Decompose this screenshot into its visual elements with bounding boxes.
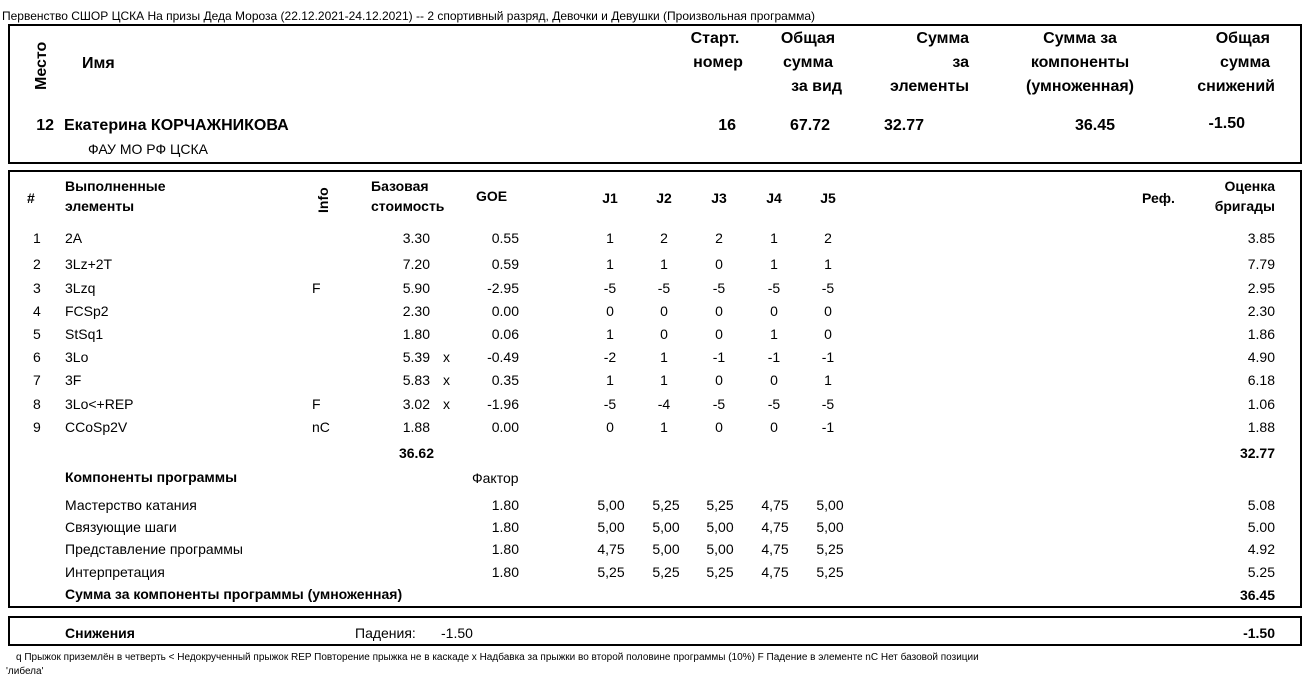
element-goe: 0.59 — [491, 256, 519, 272]
component-judge-5-score: 5,00 — [816, 519, 844, 535]
element-judge-5-score: -1 — [821, 419, 835, 435]
components-heading: Компоненты программы — [65, 469, 238, 485]
element-judge-5-score: 1 — [824, 256, 832, 272]
skater-deductions: -1.50 — [1208, 115, 1245, 132]
col-j3-label: J3 — [711, 190, 727, 206]
col-number-label: # — [27, 190, 35, 206]
col-elements-label-1: Выполненные — [65, 178, 166, 194]
page-title: Первенство СШОР ЦСКА На призы Деда Мороза (22.12.2021-24.12.2021) -- 2 спортивный разряд, Девочки и Девушки (Произвольная программа) — [2, 9, 815, 23]
element-judge-4-score: -5 — [767, 396, 781, 412]
col-place-label: Место — [33, 41, 50, 90]
element-judge-1-score: 1 — [606, 326, 614, 342]
component-judge-4-score: 4,75 — [761, 519, 789, 535]
legend-line-1: q Прыжок приземлён в четверть < Недокрученный прыжок REP Повторение прыжка не в каскаде x Надбавка за прыжки во второй половине программы (10%) F Падение в элементе nC Нет базовой позиции — [16, 652, 979, 663]
col-total-label-2: сумма — [783, 54, 833, 71]
component-panel-score: 5.08 — [1247, 497, 1275, 513]
element-goe: -1.96 — [487, 396, 519, 412]
element-judge-4-score: 0 — [770, 303, 778, 319]
components-total: 36.45 — [1239, 587, 1275, 603]
col-j1-label: J1 — [602, 190, 618, 206]
element-judge-1-score: 0 — [606, 419, 614, 435]
element-judge-2-score: 0 — [660, 326, 668, 342]
component-judge-2-score: 5,25 — [652, 564, 680, 580]
col-name-label: Имя — [82, 55, 115, 72]
element-base-value: 1.80 — [402, 326, 430, 342]
col-panel-score-label-2: бригады — [1214, 198, 1275, 214]
element-bonus-marker: x — [443, 396, 450, 412]
component-name: Интерпретация — [65, 564, 165, 580]
element-judge-3-score: -5 — [712, 280, 726, 296]
col-total-label-1: Общая — [780, 30, 836, 47]
element-judge-4-score: -5 — [767, 280, 781, 296]
component-judge-3-score: 5,25 — [706, 497, 734, 513]
element-judge-5-score: 0 — [824, 326, 832, 342]
element-name: CCoSp2V — [65, 419, 128, 435]
element-goe: 0.06 — [491, 326, 519, 342]
component-factor: 1.80 — [491, 541, 519, 557]
element-judge-2-score: 1 — [660, 256, 668, 272]
col-info-label: Info — [315, 187, 331, 213]
col-start-label-2: номер — [693, 54, 743, 71]
component-judge-2-score: 5,00 — [652, 519, 680, 535]
element-judge-4-score: -1 — [767, 349, 781, 365]
elements-base-total: 36.62 — [398, 445, 434, 461]
element-judge-1-score: -5 — [603, 396, 617, 412]
component-factor: 1.80 — [491, 564, 519, 580]
component-judge-4-score: 4,75 — [761, 541, 789, 557]
element-judge-4-score: 1 — [770, 326, 778, 342]
element-panel-score: 1.88 — [1247, 419, 1275, 435]
element-number: 8 — [33, 396, 41, 412]
element-base-value: 5.39 — [402, 349, 430, 365]
element-judge-3-score: 0 — [715, 326, 723, 342]
element-base-value: 3.30 — [402, 230, 430, 246]
element-name: StSq1 — [65, 326, 104, 342]
element-judge-1-score: 1 — [606, 256, 614, 272]
component-judge-2-score: 5,00 — [652, 541, 680, 557]
component-judge-2-score: 5,25 — [652, 497, 680, 513]
components-total-label: Сумма за компоненты программы (умноженная) — [65, 586, 403, 602]
element-base-value: 7.20 — [402, 256, 430, 272]
col-j5-label: J5 — [820, 190, 836, 206]
skater-start-number: 16 — [718, 117, 736, 134]
element-goe: 0.35 — [491, 372, 519, 388]
col-start-label-1: Старт. — [690, 30, 740, 47]
falls-value: -1.50 — [441, 625, 473, 641]
col-elements-label-2: за — [952, 54, 969, 71]
element-goe: 0.55 — [491, 230, 519, 246]
legend-line-2: 'либела' — [6, 666, 44, 677]
skater-club: ФАУ МО РФ ЦСКА — [88, 141, 208, 157]
col-base-label-1: Базовая — [371, 178, 429, 194]
element-judge-3-score: 0 — [715, 419, 723, 435]
element-judge-1-score: -5 — [603, 280, 617, 296]
element-name: 3Lo<+REP — [65, 396, 134, 412]
component-judge-4-score: 4,75 — [761, 497, 789, 513]
element-number: 9 — [33, 419, 41, 435]
component-name: Связующие шаги — [65, 519, 177, 535]
element-name: 2A — [65, 230, 83, 246]
component-judge-5-score: 5,25 — [816, 541, 844, 557]
factor-label: Фактор — [472, 470, 519, 486]
element-name: 3F — [65, 372, 82, 388]
deductions-total: -1.50 — [1243, 625, 1275, 641]
falls-label: Падения: — [355, 625, 416, 641]
component-panel-score: 4.92 — [1247, 541, 1275, 557]
element-judge-5-score: 1 — [824, 372, 832, 388]
col-j2-label: J2 — [656, 190, 672, 206]
element-panel-score: 1.06 — [1247, 396, 1275, 412]
component-factor: 1.80 — [491, 519, 519, 535]
element-judge-3-score: 0 — [715, 372, 723, 388]
component-judge-5-score: 5,00 — [816, 497, 844, 513]
component-name: Представление программы — [65, 541, 243, 557]
col-goe-label: GOE — [476, 188, 508, 204]
component-judge-3-score: 5,25 — [706, 564, 734, 580]
element-number: 2 — [33, 256, 41, 272]
element-judge-1-score: 1 — [606, 230, 614, 246]
element-judge-3-score: 0 — [715, 256, 723, 272]
element-number: 3 — [33, 280, 41, 296]
element-bonus-marker: x — [443, 372, 450, 388]
skater-elements-sum: 32.77 — [883, 117, 924, 134]
element-name: FCSp2 — [65, 303, 109, 319]
element-judge-5-score: 2 — [824, 230, 832, 246]
component-name: Мастерство катания — [65, 497, 197, 513]
skater-name: Екатерина КОРЧАЖНИКОВА — [64, 117, 289, 134]
component-judge-1-score: 5,00 — [597, 519, 625, 535]
deductions-label: Снижения — [65, 625, 135, 641]
col-components-label-2: компоненты — [1030, 54, 1130, 71]
element-panel-score: 6.18 — [1247, 372, 1275, 388]
component-judge-3-score: 5,00 — [706, 519, 734, 535]
element-info: F — [312, 280, 321, 296]
component-judge-1-score: 4,75 — [597, 541, 625, 557]
col-elements-label-2: элементы — [65, 198, 135, 214]
element-base-value: 1.88 — [402, 419, 430, 435]
element-judge-3-score: -5 — [712, 396, 726, 412]
skater-total-score: 67.72 — [789, 117, 830, 134]
element-base-value: 3.02 — [402, 396, 430, 412]
element-name: 3Lz+2T — [65, 256, 113, 272]
col-j4-label: J4 — [766, 190, 782, 206]
element-judge-5-score: -5 — [821, 396, 835, 412]
col-deductions-label-3: снижений — [1197, 78, 1275, 95]
component-judge-1-score: 5,00 — [597, 497, 625, 513]
col-base-label-2: стоимость — [371, 198, 445, 214]
element-judge-2-score: -5 — [657, 280, 671, 296]
component-judge-1-score: 5,25 — [597, 564, 625, 580]
element-info: F — [312, 396, 321, 412]
element-judge-5-score: -5 — [821, 280, 835, 296]
component-judge-3-score: 5,00 — [706, 541, 734, 557]
element-judge-2-score: 1 — [660, 419, 668, 435]
skater-components-sum: 36.45 — [1074, 117, 1115, 134]
element-judge-2-score: -4 — [657, 396, 671, 412]
element-number: 6 — [33, 349, 41, 365]
component-judge-5-score: 5,25 — [816, 564, 844, 580]
component-judge-4-score: 4,75 — [761, 564, 789, 580]
element-goe: -2.95 — [487, 280, 519, 296]
col-elements-label-3: элементы — [890, 78, 969, 95]
element-panel-score: 1.86 — [1247, 326, 1275, 342]
element-judge-5-score: 0 — [824, 303, 832, 319]
elements-score-total: 32.77 — [1239, 445, 1275, 461]
component-panel-score: 5.25 — [1247, 564, 1275, 580]
element-panel-score: 2.30 — [1247, 303, 1275, 319]
element-judge-3-score: 0 — [715, 303, 723, 319]
component-factor: 1.80 — [491, 497, 519, 513]
element-judge-2-score: 1 — [660, 372, 668, 388]
element-judge-3-score: 2 — [715, 230, 723, 246]
element-judge-3-score: -1 — [712, 349, 726, 365]
element-judge-2-score: 0 — [660, 303, 668, 319]
element-panel-score: 7.79 — [1247, 256, 1275, 272]
element-goe: 0.00 — [491, 303, 519, 319]
element-judge-2-score: 1 — [660, 349, 668, 365]
element-number: 5 — [33, 326, 41, 342]
element-judge-4-score: 1 — [770, 256, 778, 272]
element-info: nC — [312, 419, 330, 435]
element-name: 3Lo — [65, 349, 89, 365]
element-judge-4-score: 0 — [770, 419, 778, 435]
element-base-value: 5.90 — [402, 280, 430, 296]
element-judge-1-score: 1 — [606, 372, 614, 388]
component-panel-score: 5.00 — [1247, 519, 1275, 535]
element-name: 3Lzq — [65, 280, 96, 296]
element-base-value: 2.30 — [402, 303, 430, 319]
element-goe: 0.00 — [491, 419, 519, 435]
col-deductions-label-2: сумма — [1220, 54, 1270, 71]
col-referee-label: Реф. — [1142, 190, 1175, 206]
col-components-label-3: (умноженная) — [1026, 78, 1134, 95]
element-goe: -0.49 — [487, 349, 519, 365]
element-judge-4-score: 0 — [770, 372, 778, 388]
element-judge-1-score: 0 — [606, 303, 614, 319]
element-number: 7 — [33, 372, 41, 388]
element-judge-2-score: 2 — [660, 230, 668, 246]
col-elements-label-1: Сумма — [916, 30, 969, 47]
col-panel-score-label-1: Оценка — [1224, 178, 1275, 194]
skater-place: 12 — [36, 117, 54, 134]
element-bonus-marker: x — [443, 349, 450, 365]
col-total-label-3: за вид — [791, 78, 842, 95]
element-judge-5-score: -1 — [821, 349, 835, 365]
element-judge-1-score: -2 — [603, 349, 617, 365]
element-panel-score: 2.95 — [1247, 280, 1275, 296]
element-base-value: 5.83 — [402, 372, 430, 388]
deductions-box — [8, 616, 1302, 646]
element-judge-4-score: 1 — [770, 230, 778, 246]
element-number: 1 — [33, 230, 41, 246]
element-panel-score: 3.85 — [1247, 230, 1275, 246]
col-deductions-label-1: Общая — [1215, 30, 1270, 47]
element-number: 4 — [33, 303, 41, 319]
element-panel-score: 4.90 — [1247, 349, 1275, 365]
col-components-label-1: Сумма за — [1043, 30, 1117, 47]
